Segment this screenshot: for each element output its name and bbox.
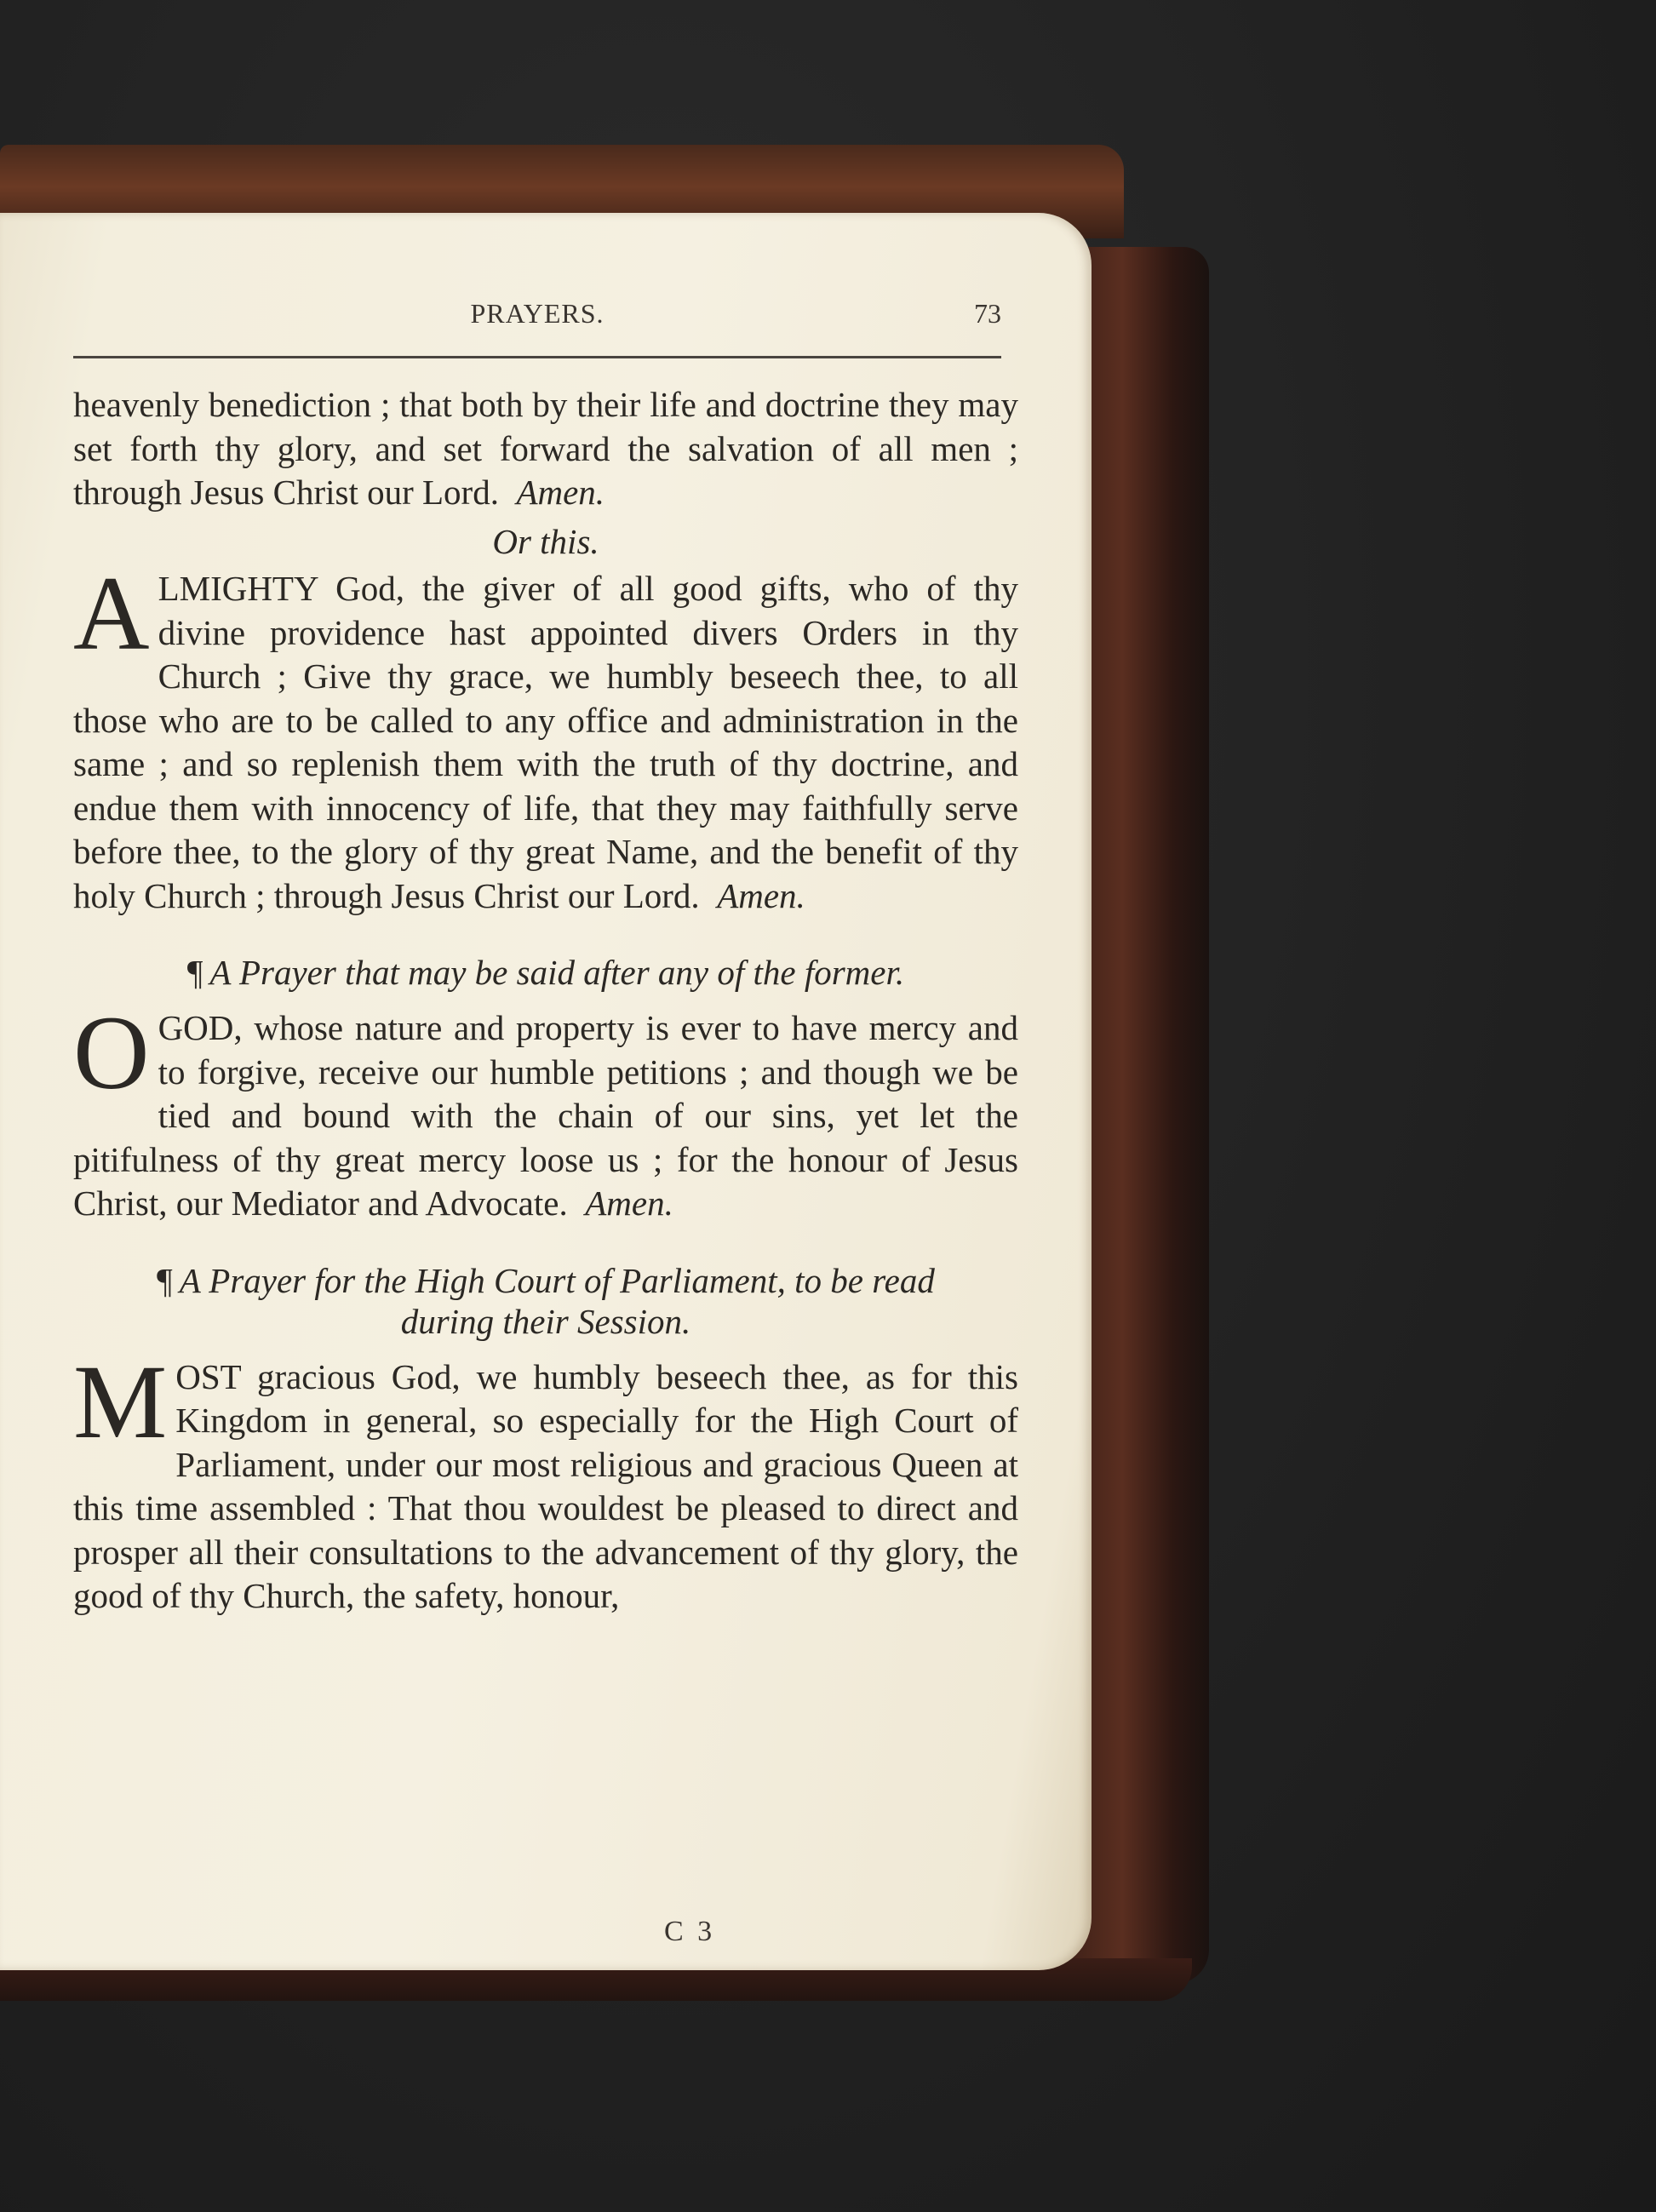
- rubric-text: A Prayer for the High Court of Parliament, to be read during their Session.: [179, 1260, 935, 1341]
- prayer-text: OST gracious God, we humbly beseech thee, as for this Kingdom in general, so especially for the High Court of Parliament, under our most religious and gracious Queen at this time assembled : That thou wouldest be pleased to direct and prosper all their consultations to the advancement of thy glory, the good of thy Church, the safety, honour,: [73, 1356, 1018, 1615]
- prayer-forgiveness: [73, 994, 1018, 1226]
- prayer-text: GOD, whose nature and property is ever to have mercy and to forgive, receive our humble petitions ; and though we be tied and bound with the chain of our sins, yet let the pitifulness of thy great mercy loose us ; for the honour of Jesus Christ, our Mediator and Advocate.: [73, 1008, 1018, 1223]
- drop-cap: A: [73, 555, 150, 672]
- rubric-after-any: [73, 952, 1018, 993]
- amen: Amen.: [717, 875, 805, 915]
- rubric-text: A Prayer that may be said after any of the former.: [209, 953, 905, 992]
- page-body: [73, 383, 1018, 1619]
- amen: Amen.: [516, 473, 605, 512]
- page-header: [73, 298, 1001, 341]
- page-number: 73: [974, 298, 1001, 329]
- drop-cap: O: [73, 994, 150, 1111]
- prayer-ordination: [73, 555, 1018, 918]
- rubric-parliament: [73, 1260, 1018, 1342]
- prayer-text: LMIGHTY God, the giver of all good gifts, who of thy divine providence hast appointed divers Orders in thy Church ; Give thy grace, we humbly beseech thee, to all those who are to be called to any office and administration in the same ; and so replenish them with the truth of thy doctrine, and endue them with innocency of life, that they may faithfully serve before thee, to the glory of thy great Name, and the benefit of thy holy Church ; through Jesus Christ our Lord.: [73, 569, 1018, 915]
- pilcrow-icon: ¶: [157, 1260, 173, 1300]
- prayer-parliament: [73, 1343, 1018, 1619]
- header-rule: [73, 356, 1001, 358]
- pilcrow-icon: ¶: [186, 953, 203, 992]
- amen: Amen.: [585, 1183, 673, 1223]
- rubric-or-this: Or this.: [492, 521, 599, 561]
- signature-mark: C 3: [664, 1916, 716, 1947]
- running-head: PRAYERS.: [470, 298, 605, 329]
- drop-cap: M: [73, 1343, 168, 1460]
- book-page: [0, 213, 1092, 1970]
- continuation-text: heavenly benediction ; that both by their life and doctrine they may set forth thy glory, and set forward the salvation of all men ; through Jesus Christ our Lord.: [73, 385, 1018, 512]
- continuation-paragraph: [73, 383, 1018, 515]
